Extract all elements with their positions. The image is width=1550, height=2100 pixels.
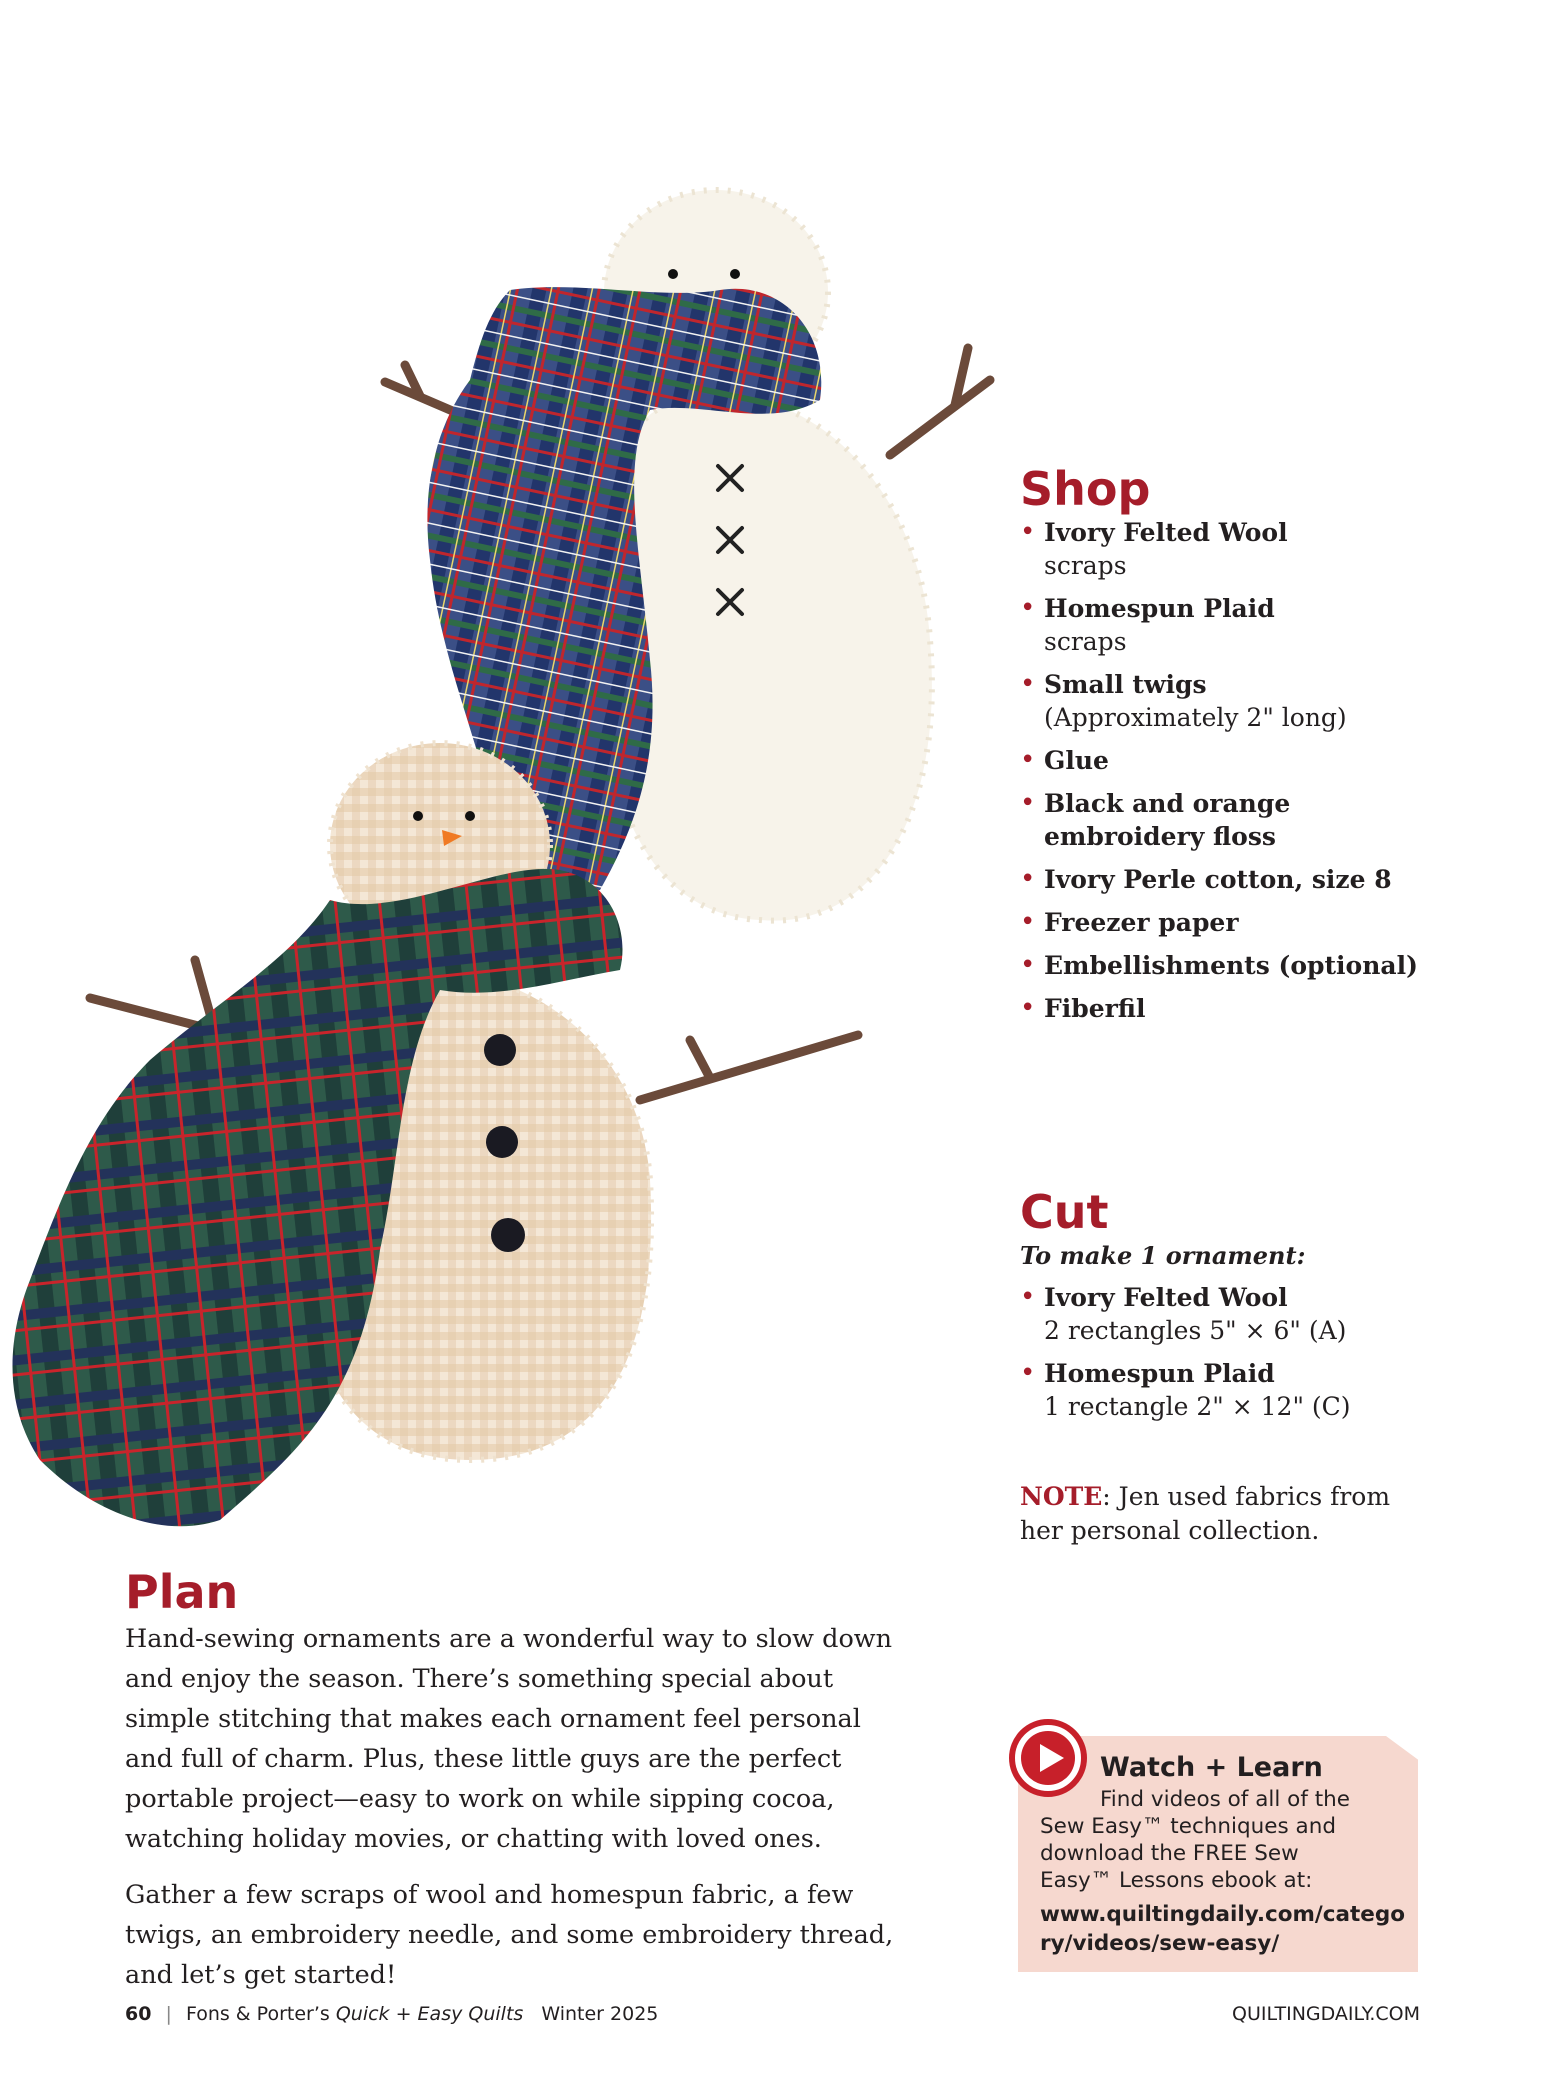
shop-heading: Shop <box>1020 462 1151 516</box>
list-item: • Ivory Perle cotton, size 8 <box>1020 863 1450 896</box>
plan-paragraph: Hand-sewing ornaments are a wonderful way to slow down and enjoy the season. There’s something special about simple stitching that makes each ornament feel personal and full of charm. Plus, these little guys are the perfect portable project—easy to work on while sipping cocoa, watching holiday movies, or chatting with loved ones. <box>125 1624 893 1854</box>
plan-section <box>125 1565 905 2011</box>
footer-magazine: Quick + Easy Quilts <box>335 2003 524 2025</box>
twig-arm-right-bottom <box>640 1035 858 1100</box>
twig-arm-right-top <box>890 348 990 455</box>
footer-issue: Winter 2025 <box>541 2003 659 2025</box>
list-item: • Small twigs (Approximately 2" long) <box>1020 668 1450 734</box>
list-item: • Glue <box>1020 744 1450 777</box>
cut-subheading: To make 1 ornament: <box>1020 1241 1306 1270</box>
footer-left <box>125 2003 658 2025</box>
note-text: : Jen used fabrics from her personal collection. <box>1020 1482 1391 1545</box>
list-item: • Ivory Felted Wool scraps <box>1020 516 1450 582</box>
cut-list <box>1020 1281 1450 1423</box>
list-item: • Ivory Felted Wool 2 rectangles 5" × 6" (A) <box>1020 1281 1450 1347</box>
footer-publication: Fons & Porter’s <box>185 2003 330 2025</box>
list-item: • Embellishments (optional) <box>1020 949 1450 982</box>
watch-learn-link[interactable]: www.quiltingdaily.com/category/videos/sew-easy/ <box>1040 1902 1406 1956</box>
list-item: • Freezer paper <box>1020 906 1450 939</box>
list-item: • Fiberfil <box>1020 992 1450 1025</box>
list-item: • Black and orange embroidery floss <box>1020 787 1450 853</box>
snowman-ornaments-photo <box>0 100 1000 1570</box>
cut-heading: Cut <box>1020 1185 1109 1239</box>
play-icon[interactable] <box>1008 1718 1088 1798</box>
list-item: • Homespun Plaid 1 rectangle 2" × 12" (C) <box>1020 1357 1450 1423</box>
watch-learn-title: Watch + Learn <box>1100 1752 1323 1783</box>
footer-site: QUILTINGDAILY.COM <box>1232 2003 1420 2025</box>
watch-learn-line1: Find videos of all of the <box>1100 1787 1351 1812</box>
list-item: • Homespun Plaid scraps <box>1020 592 1450 658</box>
plan-paragraph: Gather a few scraps of wool and homespun fabric, a few twigs, an embroidery needle, and some embroidery thread, and let’s get started! <box>125 1880 894 1990</box>
shop-list <box>1020 516 1450 1025</box>
cut-section <box>1020 1185 1450 1433</box>
shop-section <box>1020 462 1450 1035</box>
note <box>1020 1480 1440 1548</box>
note-label: NOTE <box>1020 1482 1103 1511</box>
footer-separator: | <box>165 2003 172 2025</box>
watch-learn-text: Sew Easy™ techniques and download the FREE Sew Easy™ Lessons ebook at: <box>1040 1814 1337 1893</box>
page-number: 60 <box>125 2003 152 2025</box>
plan-heading: Plan <box>125 1565 239 1619</box>
